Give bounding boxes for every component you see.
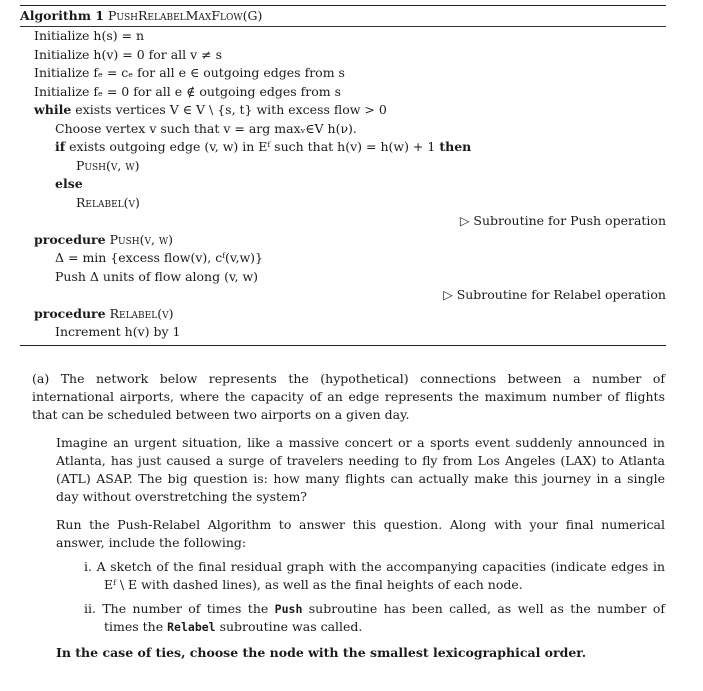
while-condition: exists vertices V ∈ V \ {s, t} with excess flow > 0 [75,102,387,117]
line-while [20,101,666,120]
line-delta: Δ = min {excess flow(v), cᶠ(v,w)} [55,250,263,265]
item-ii-text-b: subroutine has been called, as well as the number of times the [104,601,665,634]
comment-push: ▷ Subroutine for Push operation [459,213,666,228]
line-init-hv: Initialize h(v) = 0 for all v ≠ s [34,46,223,62]
line-push-units: Push Δ units of flow along (v, w) [55,268,259,284]
if-keyword: if [55,139,66,154]
question-body [32,370,665,662]
item-ii-text-c: subroutine was called. [219,619,363,634]
line-proc-relabel [20,305,666,324]
line-if [20,138,666,157]
proc-push-name: Push(v, w) [109,231,174,247]
final-note: In the case of ties, choose the node with the smallest lexicographical order. [56,645,587,660]
line-init-fe-other: Initialize fₑ = 0 for all e ∉ outgoing edges from s [34,83,342,99]
part-a-paragraph-1: (a) The network below represents the (hypothetical) connections between a number of international airports, where the capacity of an edge represents the maximum number of flights that can be scheduled between two airports on a given day. [32,371,665,422]
comment-relabel: ▷ Subroutine for Relabel operation [443,287,666,302]
line-increment: Increment h(v) by 1 [55,324,181,339]
algorithm-label: Algorithm 1 [20,8,104,23]
line-choose: Choose vertex v such that v = arg maxᵥ∈V h(ν). [55,120,357,136]
line-init-hs: Initialize h(s) = n [34,28,145,43]
item-ii-push-code: Push [274,602,303,616]
line-push-call: Push(v, w) [76,157,140,173]
list-item-ii [32,600,665,636]
line-comment-relabel [20,286,666,305]
procedure-keyword-push: procedure [34,231,106,247]
list-item-i: i. A sketch of the final residual graph with the accompanying capacities (indicate edges in Eᶠ \ E with dashed lines), as well as the final heights of each node. [84,559,665,592]
line-else: else [55,176,83,191]
proc-relabel-name: Relabel(v) [109,305,174,321]
line-init-fe-out: Initialize fₑ = cₑ for all e ∈ outgoing edges from s [34,65,345,80]
procedure-keyword-relabel: procedure [34,305,106,321]
line-relabel-call: Relabel(v) [76,194,140,210]
part-a-paragraph-2: Imagine an urgent situation, like a massive concert or a sports event suddenly announced in Atlanta, has just caused a surge of travelers needing to fly from Los Angeles (LAX) to Atlanta (ATL) ASAP. The big question is: how many flights can actually make this journey in a single day without overstretching the system? [56,435,665,504]
line-proc-push [20,231,666,250]
rule-bottom [20,345,666,346]
algorithm-box [20,5,666,346]
if-condition: exists outgoing edge (v, w) in Eᶠ such that h(v) = h(w) + 1 [69,139,436,154]
line-comment-push [20,212,666,231]
while-keyword: while [34,102,72,117]
algorithm-arg: (G) [242,8,263,23]
item-ii-text-a: ii. The number of times the [84,601,269,616]
part-a-paragraph-3: Run the Push-Relabel Algorithm to answer this question. Along with your final numerical answer, include the following: [56,517,665,550]
then-keyword: then [439,139,472,154]
item-ii-relabel-code: Relabel [167,620,216,634]
algorithm-title [20,6,666,26]
algorithm-name: PushRelabelMaxFlow [107,8,243,23]
